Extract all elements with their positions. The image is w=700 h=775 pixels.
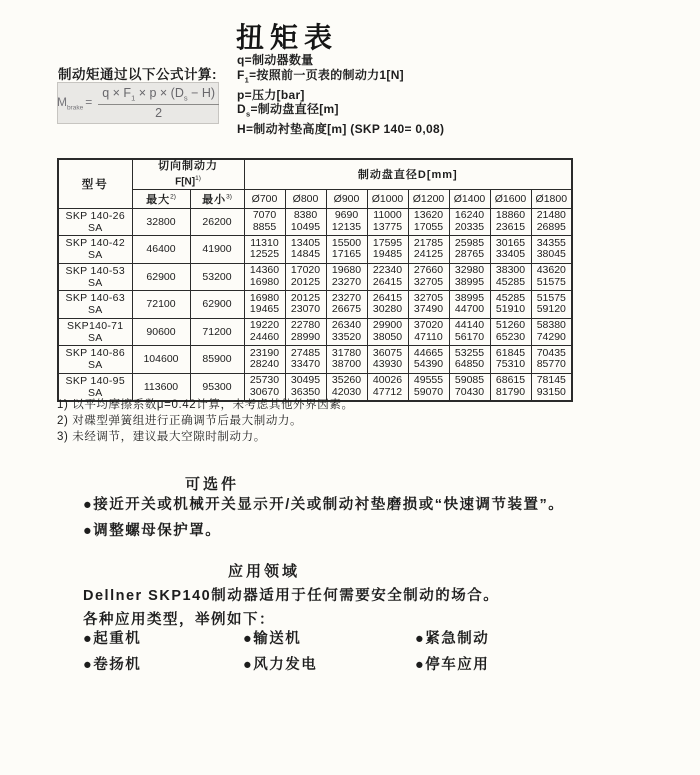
formula-intro-text: 制动矩通过以下公式计算: [58, 67, 217, 82]
diameter-column-header: Ø1000 [367, 189, 408, 208]
torque-value: 19680 [331, 264, 362, 277]
model-column-header: 型号 [58, 159, 132, 208]
torque-value-cell [490, 291, 531, 319]
torque-value: 38995 [454, 275, 485, 288]
torque-value: 51575 [536, 291, 566, 304]
model-cell: SKP 140-63 SA [58, 291, 132, 319]
torque-value: 21480 [536, 209, 566, 222]
model-cell: SKP 140-42 SA [58, 236, 132, 264]
torque-value-cell [449, 318, 490, 346]
page-title: 扭矩表 [235, 22, 338, 53]
torque-value: 59085 [454, 374, 485, 387]
torque-value: 37490 [413, 303, 444, 316]
torque-value: 51910 [495, 303, 526, 316]
torque-value: 26340 [331, 319, 362, 332]
torque-value: 33405 [495, 248, 526, 261]
diameter-column-header: Ø1600 [490, 189, 531, 208]
application-item: ●起重机 [83, 631, 142, 647]
torque-value: 31780 [331, 346, 362, 359]
torque-value: 10495 [290, 220, 321, 233]
table-header-sub-row [58, 189, 572, 208]
table-row [58, 208, 572, 236]
max-force-cell: 62900 [132, 263, 190, 291]
torque-value: 19485 [372, 248, 403, 261]
formula-legend [237, 53, 444, 137]
optional-item: ●调整螺母保护罩。 [83, 522, 222, 539]
torque-value-cell [531, 318, 572, 346]
torque-value: 9690 [334, 209, 359, 222]
torque-value-cell [490, 208, 531, 236]
torque-value-cell [244, 208, 285, 236]
legend-line: q=制动器数量 [237, 53, 314, 67]
table-row [58, 346, 572, 374]
torque-value: 18860 [495, 209, 526, 222]
torque-value: 28240 [249, 358, 280, 371]
torque-value: 11000 [373, 209, 402, 222]
torque-value: 17020 [290, 264, 321, 277]
torque-value: 17055 [413, 220, 444, 233]
diameter-column-header: Ø800 [285, 189, 326, 208]
torque-value: 13405 [290, 236, 321, 249]
min-force-cell: 41900 [190, 236, 244, 264]
torque-value: 35260 [331, 374, 362, 387]
torque-value: 34355 [536, 236, 566, 249]
footnote: 1) 以平均摩擦系数μ=0.42计算，未考虑其他外界因素。 [57, 399, 354, 411]
torque-value: 85770 [536, 358, 566, 371]
torque-value: 24125 [413, 248, 444, 261]
min-force-cell: 95300 [190, 373, 244, 401]
torque-value-cell [285, 373, 326, 401]
torque-value-cell [449, 263, 490, 291]
torque-value: 53255 [454, 346, 485, 359]
torque-value: 51575 [536, 275, 566, 288]
torque-value: 38050 [372, 330, 403, 343]
torque-value: 49555 [413, 374, 444, 387]
torque-value: 32705 [413, 291, 444, 304]
torque-value-cell [285, 263, 326, 291]
torque-value-cell [490, 346, 531, 374]
max-force-cell: 32800 [132, 208, 190, 236]
model-cell: SKP 140-26 SA [58, 208, 132, 236]
torque-value: 70435 [536, 346, 566, 359]
legend-line: $D_s=$制动盘直径[m] [237, 102, 339, 119]
table-row [58, 291, 572, 319]
torque-value: 14845 [290, 248, 321, 261]
torque-value: 20335 [454, 220, 485, 233]
torque-value: 11310 [250, 236, 279, 249]
torque-value: 59120 [536, 303, 566, 316]
optional-parts-list [83, 493, 564, 544]
torque-value-cell [449, 291, 490, 319]
diameter-column-header: Ø700 [244, 189, 285, 208]
torque-value: 16240 [454, 209, 485, 222]
torque-value: 26895 [536, 220, 566, 233]
torque-value-cell [490, 373, 531, 401]
torque-value: 23070 [290, 303, 321, 316]
torque-value: 22780 [290, 319, 321, 332]
torque-value: 68615 [495, 374, 526, 387]
diameter-column-header: Ø1200 [408, 189, 449, 208]
table-row [58, 236, 572, 264]
model-cell: SKP 140-86 SA [58, 346, 132, 374]
torque-value: 21785 [413, 236, 444, 249]
application-areas-heading: 应用领域 [228, 563, 301, 580]
torque-value: 17595 [372, 236, 403, 249]
torque-value: 17165 [331, 248, 362, 261]
diameter-column-header: Ø1400 [449, 189, 490, 208]
torque-value: 16980 [249, 275, 280, 288]
torque-value: 16980 [249, 291, 280, 304]
torque-value-cell [326, 318, 367, 346]
torque-value: 26415 [372, 275, 403, 288]
legend-line: $F_1=$按照前一页表的制动力1[N] [237, 67, 404, 84]
torque-value-cell [367, 236, 408, 264]
optional-parts-heading: 可选件 [185, 476, 240, 493]
torque-value: 15500 [331, 236, 362, 249]
application-item: ●停车应用 [415, 657, 490, 673]
torque-value: 38700 [331, 358, 362, 371]
torque-value: 13620 [413, 209, 444, 222]
formula-lhs: $M_{brake}$ = [56, 94, 93, 112]
torque-value: 59070 [413, 385, 444, 398]
table-row [58, 263, 572, 291]
torque-value-cell [285, 318, 326, 346]
torque-value: 65230 [495, 330, 526, 343]
footnote: 3) 未经调节，建议最大空隙时制动力。 [57, 430, 266, 443]
min-column-header: 最小$^{3)}$ [190, 189, 244, 208]
torque-value: 19465 [249, 303, 280, 316]
torque-value: 23270 [331, 275, 362, 288]
torque-value: 47712 [372, 385, 403, 398]
torque-value-cell [244, 373, 285, 401]
tangential-force-header: 切向制动力 F[N]$^{1)}$ [132, 159, 244, 189]
model-cell: SKP 140-95 SA [58, 373, 132, 401]
application-intro-line1: Dellner SKP140制动器适用于任何需要安全制动的场合。 [83, 588, 500, 604]
torque-value-cell [490, 318, 531, 346]
torque-value-cell [367, 318, 408, 346]
legend-line: p=压力[bar] [237, 87, 305, 102]
torque-value: 75310 [495, 358, 526, 371]
torque-value-cell [408, 346, 449, 374]
torque-value: 23190 [249, 346, 280, 359]
torque-value-cell [367, 208, 408, 236]
torque-value: 13775 [372, 220, 403, 233]
torque-value-cell [244, 236, 285, 264]
torque-value: 40026 [372, 374, 403, 387]
torque-value: 23270 [331, 291, 362, 304]
table-row [58, 373, 572, 401]
max-force-cell: 90600 [132, 318, 190, 346]
torque-value: 7070 [252, 209, 277, 222]
torque-value: 14360 [249, 264, 280, 277]
torque-value: 27485 [290, 346, 321, 359]
disc-diameter-header: 制动盘直径D[mm] [244, 159, 572, 189]
torque-value-cell [244, 346, 285, 374]
legend-line: H=制动衬垫高度[m] (SKP 140= 0,08) [237, 122, 445, 137]
min-force-cell: 53200 [190, 263, 244, 291]
torque-value: 8380 [293, 209, 318, 222]
torque-value: 23615 [495, 220, 526, 233]
torque-value: 24460 [249, 330, 280, 343]
torque-value-cell [449, 373, 490, 401]
torque-value-cell [449, 346, 490, 374]
torque-value-cell [326, 208, 367, 236]
torque-value: 70430 [454, 385, 485, 398]
diameter-column-header: Ø1800 [531, 189, 572, 208]
torque-value: 25985 [454, 236, 485, 249]
torque-value: 47110 [414, 330, 443, 343]
brake-torque-formula [57, 82, 219, 124]
torque-value: 30280 [372, 303, 403, 316]
torque-value: 27660 [413, 264, 444, 277]
torque-value: 45285 [495, 291, 526, 304]
torque-value: 20125 [290, 275, 321, 288]
table-row [58, 318, 572, 346]
torque-value: 12525 [249, 248, 280, 261]
torque-value: 64850 [454, 358, 485, 371]
torque-value-cell [408, 291, 449, 319]
torque-value-cell [285, 291, 326, 319]
torque-value-cell [326, 373, 367, 401]
application-item: ●紧急制动 [415, 631, 490, 647]
torque-value: 36075 [372, 346, 403, 359]
torque-value: 33520 [331, 330, 362, 343]
torque-value: 93150 [536, 385, 566, 398]
torque-value-cell [367, 373, 408, 401]
torque-value: 38045 [536, 248, 566, 261]
torque-value-cell [408, 263, 449, 291]
torque-value-cell [408, 373, 449, 401]
torque-value-cell [531, 208, 572, 236]
application-item: ●卷扬机 [83, 657, 142, 673]
torque-value: 26675 [331, 303, 362, 316]
max-column-header: 最大$^{2)}$ [132, 189, 190, 208]
torque-value-cell [531, 346, 572, 374]
torque-value: 42030 [331, 385, 362, 398]
torque-value: 12135 [331, 220, 362, 233]
optional-item: ●接近开关或机械开关显示开/关或制动衬垫磨损或“快速调节装置”。 [83, 497, 565, 513]
torque-value-cell [490, 263, 531, 291]
formula-fraction [98, 86, 219, 120]
torque-value: 43620 [536, 264, 566, 277]
formula-denominator: 2 [155, 105, 163, 120]
torque-value-cell [244, 291, 285, 319]
torque-value: 58380 [536, 319, 566, 332]
torque-value: 81790 [495, 385, 526, 398]
torque-value: 32705 [413, 275, 444, 288]
torque-value-cell [449, 236, 490, 264]
torque-value: 25730 [249, 374, 280, 387]
torque-value: 30165 [495, 236, 526, 249]
torque-value-cell [367, 263, 408, 291]
torque-value-cell [285, 208, 326, 236]
model-cell: SKP 140-53 SA [58, 263, 132, 291]
torque-value-cell [244, 318, 285, 346]
torque-value: 38995 [454, 291, 485, 304]
torque-value: 30670 [249, 385, 280, 398]
torque-value-cell [408, 236, 449, 264]
torque-value: 8855 [252, 220, 277, 233]
torque-value: 20125 [290, 291, 321, 304]
torque-value: 45285 [495, 275, 526, 288]
torque-value-cell [531, 236, 572, 264]
torque-value: 28765 [454, 248, 485, 261]
torque-value-cell [367, 291, 408, 319]
min-force-cell: 26200 [190, 208, 244, 236]
application-item: ●风力发电 [243, 657, 318, 673]
torque-value: 38300 [495, 264, 526, 277]
application-intro-line2: 各种应用类型，举例如下： [83, 612, 275, 628]
table-footnotes [57, 398, 354, 445]
min-force-cell: 85900 [190, 346, 244, 374]
torque-table [57, 158, 573, 402]
min-force-cell: 71200 [190, 318, 244, 346]
torque-value: 30495 [290, 374, 321, 387]
torque-value: 19220 [249, 319, 280, 332]
torque-value-cell [326, 291, 367, 319]
torque-value-cell [326, 236, 367, 264]
torque-value-cell [408, 208, 449, 236]
torque-value: 43930 [372, 358, 403, 371]
torque-value: 33470 [290, 358, 321, 371]
torque-value: 37020 [413, 319, 444, 332]
torque-value: 36350 [290, 385, 321, 398]
torque-value-cell [326, 263, 367, 291]
torque-value-cell [326, 346, 367, 374]
torque-value-cell [531, 291, 572, 319]
max-force-cell: 72100 [132, 291, 190, 319]
torque-value-cell [285, 346, 326, 374]
torque-value-cell [244, 263, 285, 291]
torque-value: 51260 [495, 319, 526, 332]
torque-value: 54390 [413, 358, 444, 371]
application-item: ●输送机 [243, 631, 302, 647]
max-force-cell: 46400 [132, 236, 190, 264]
torque-value: 29900 [372, 319, 403, 332]
formula-numerator: $q \times F_1 \times p \times (D_s - H)$ [98, 86, 219, 105]
torque-value: 44140 [454, 319, 485, 332]
torque-value-cell [449, 208, 490, 236]
model-cell: SKP140-71 SA [58, 318, 132, 346]
torque-value-cell [408, 318, 449, 346]
min-force-cell: 62900 [190, 291, 244, 319]
footnote: 2) 对碟型弹簧组进行正确调节后最大制动力。 [57, 414, 303, 427]
torque-value: 22340 [372, 264, 403, 277]
torque-value: 44665 [413, 346, 444, 359]
max-force-cell: 113600 [132, 373, 190, 401]
torque-value-cell [367, 346, 408, 374]
torque-value-cell [285, 236, 326, 264]
torque-value: 44700 [454, 303, 485, 316]
torque-value-cell [531, 263, 572, 291]
torque-value: 74290 [536, 330, 566, 343]
torque-value-cell [531, 373, 572, 401]
application-examples-grid [83, 627, 489, 677]
max-force-cell: 104600 [132, 346, 190, 374]
table-header-group-row [58, 159, 572, 189]
torque-value: 56170 [454, 330, 485, 343]
torque-value: 32980 [454, 264, 485, 277]
torque-value-cell [490, 236, 531, 264]
torque-value: 61845 [495, 346, 526, 359]
diameter-column-header: Ø900 [326, 189, 367, 208]
torque-value: 26415 [372, 291, 403, 304]
torque-value: 78145 [536, 374, 566, 387]
torque-value: 28990 [290, 330, 321, 343]
